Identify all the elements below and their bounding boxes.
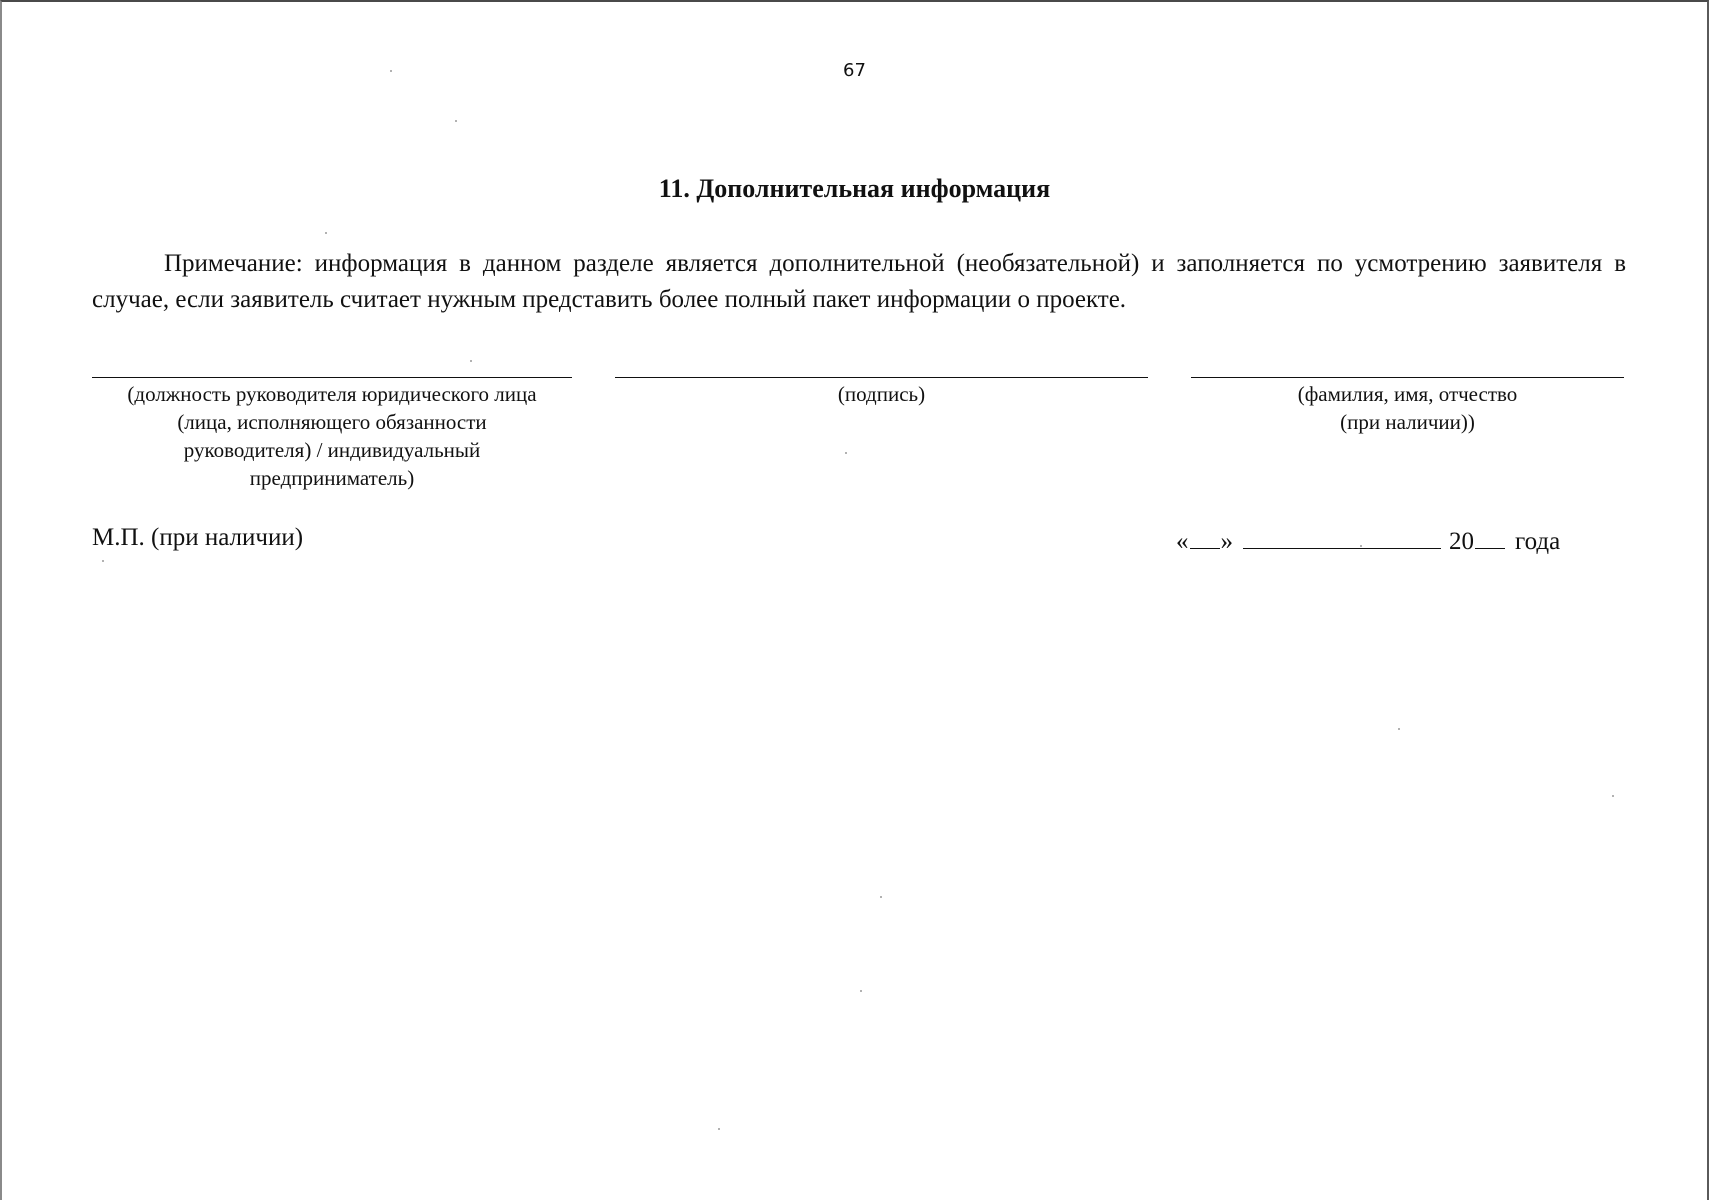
note-paragraph: Примечание: информация в данном разделе является дополнительной (необязательной) и заполняется по усмотрению заявителя в случае, если заявитель считает нужным представить более полный пакет информации о проекте. <box>92 250 1626 313</box>
day-blank <box>1190 526 1220 549</box>
scan-speck <box>1360 545 1362 547</box>
scan-speck <box>470 360 472 362</box>
date-open-quote: « <box>1176 528 1189 555</box>
full-name-field <box>1191 377 1624 436</box>
scan-speck <box>390 70 392 72</box>
position-signature-field <box>92 377 572 492</box>
scan-speck <box>845 452 847 454</box>
date-close-quote: » <box>1220 528 1233 555</box>
scan-speck <box>718 1128 720 1130</box>
position-line <box>92 377 572 378</box>
signature-caption: (подпись) <box>837 382 926 406</box>
scan-speck <box>1398 728 1400 730</box>
scan-speck <box>860 990 862 992</box>
year-blank <box>1475 526 1505 549</box>
full-name-caption: (фамилия, имя, отчество (при наличии)) <box>1297 382 1518 434</box>
month-blank <box>1243 526 1441 549</box>
scan-speck <box>1612 795 1614 797</box>
scan-speck <box>325 232 327 234</box>
full-name-line <box>1191 377 1624 378</box>
scan-speck <box>102 560 104 562</box>
year-suffix: года <box>1515 528 1561 555</box>
scan-speck <box>455 120 457 122</box>
signature-line <box>615 377 1148 378</box>
year-century: 20 <box>1449 528 1474 555</box>
date-field <box>1176 526 1560 556</box>
stamp-label: М.П. (при наличии) <box>92 524 304 551</box>
signature-field <box>615 377 1148 408</box>
position-caption: (должность руководителя юридического лица (лица, исполняющего обязанности руководителя) / индивидуальный предприниматель) <box>127 382 537 490</box>
page-number: 67 <box>843 60 866 81</box>
section-title: 11. Дополнительная информация <box>658 174 1051 203</box>
scan-speck <box>880 896 882 898</box>
